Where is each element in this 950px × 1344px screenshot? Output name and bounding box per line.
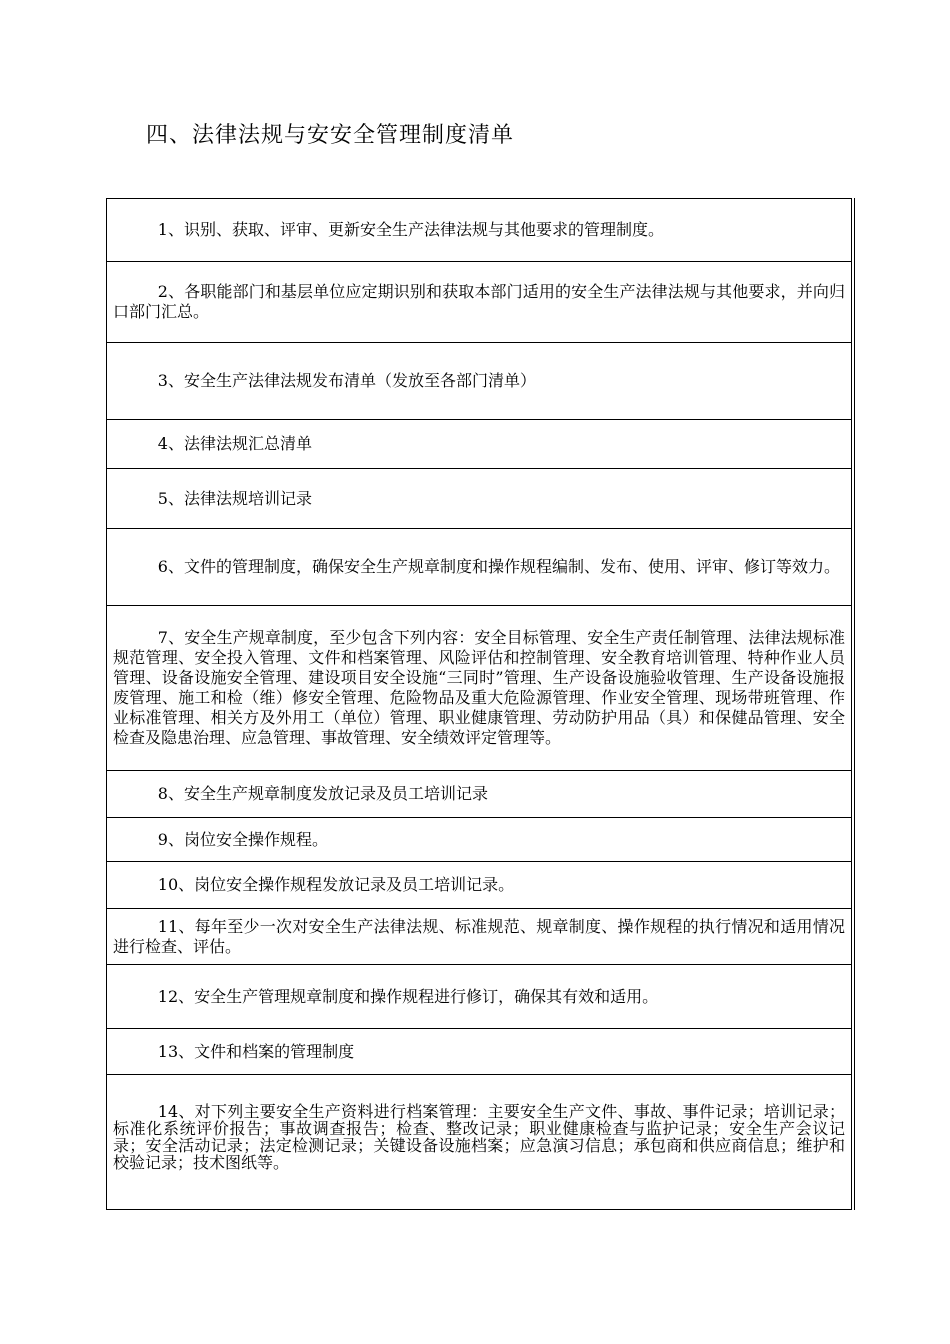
row-text: 13、文件和档案的管理制度 xyxy=(157,1041,355,1061)
row-text: 4、法律法规汇总清单 xyxy=(157,434,312,453)
row-text: 9、岗位安全操作规程。 xyxy=(157,829,328,849)
table-row xyxy=(107,818,851,862)
table-row xyxy=(107,606,851,771)
table-row xyxy=(107,965,851,1029)
table-row xyxy=(107,343,851,420)
row-text: 11、每年至少一次对安全生产法律法规、标准规范、规章制度、操作规程的执行情况和适用情况进行检查、评估。 xyxy=(113,916,845,956)
table-row xyxy=(107,1075,851,1210)
row-text: 14、对下列主要安全生产资料进行档案管理：主要安全生产文件、事故、事件记录；培训记录；标准化系统评价报告；事故调查报告；检查、整改记录；职业健康检查与监护记录；安全生产会议记录；安全活动记录；法定检测记录；关键设备设施档案；应急演习信息；承包商和供应商信息；维护和校验记录；技术图纸等。 xyxy=(113,1102,845,1172)
table-row xyxy=(107,199,851,262)
row-text: 3、安全生产法律法规发布清单（发放至各部门清单） xyxy=(157,371,536,390)
table-row xyxy=(107,1029,851,1075)
table-row xyxy=(107,909,851,965)
row-text: 2、各职能部门和基层单位应定期识别和获取本部门适用的安全生产法律法规与其他要求，并向归口部门汇总。 xyxy=(113,282,845,321)
page-title: 四、法律法规与安安全管理制度清单 xyxy=(146,123,515,148)
row-text: 10、岗位安全操作规程发放记录及员工培训记录。 xyxy=(157,875,515,894)
table-row xyxy=(107,262,851,343)
row-text: 7、安全生产规章制度，至少包含下列内容：安全目标管理、安全生产责任制管理、法律法规标准规范管理、安全投入管理、文件和档案管理、风险评估和控制管理、安全教育培训管理、特种作业人员管理、设备设施安全管理、建设项目安全设施“三同时”管理、生产设备设施验收管理、生产设备设施报废管理、施工和检（维）修安全管理、危险物品及重大危险源管理、作业安全管理、现场带班管理、作业标准管理、相关方及外用工（单位）管理、职业健康管理、劳动防护用品（具）和保健品管理、安全检查及隐患治理、应急管理、事故管理、安全绩效评定管理等。 xyxy=(113,628,845,747)
row-text: 8、安全生产规章制度发放记录及员工培训记录 xyxy=(157,784,488,803)
table-row xyxy=(107,771,851,818)
table-row xyxy=(107,420,851,469)
row-text: 1、识别、获取、评审、更新安全生产法律法规与其他要求的管理制度。 xyxy=(157,220,664,239)
row-text: 12、安全生产管理规章制度和操作规程进行修订，确保其有效和适用。 xyxy=(157,986,659,1006)
row-text: 5、法律法规培训记录 xyxy=(157,488,312,508)
table-row xyxy=(107,529,851,606)
row-text: 6、文件的管理制度，确保安全生产规章制度和操作规程编制、发布、使用、评审、修订等效力。 xyxy=(157,557,840,576)
checklist-table xyxy=(106,198,852,1210)
table-row xyxy=(107,862,851,909)
table-row xyxy=(107,469,851,529)
